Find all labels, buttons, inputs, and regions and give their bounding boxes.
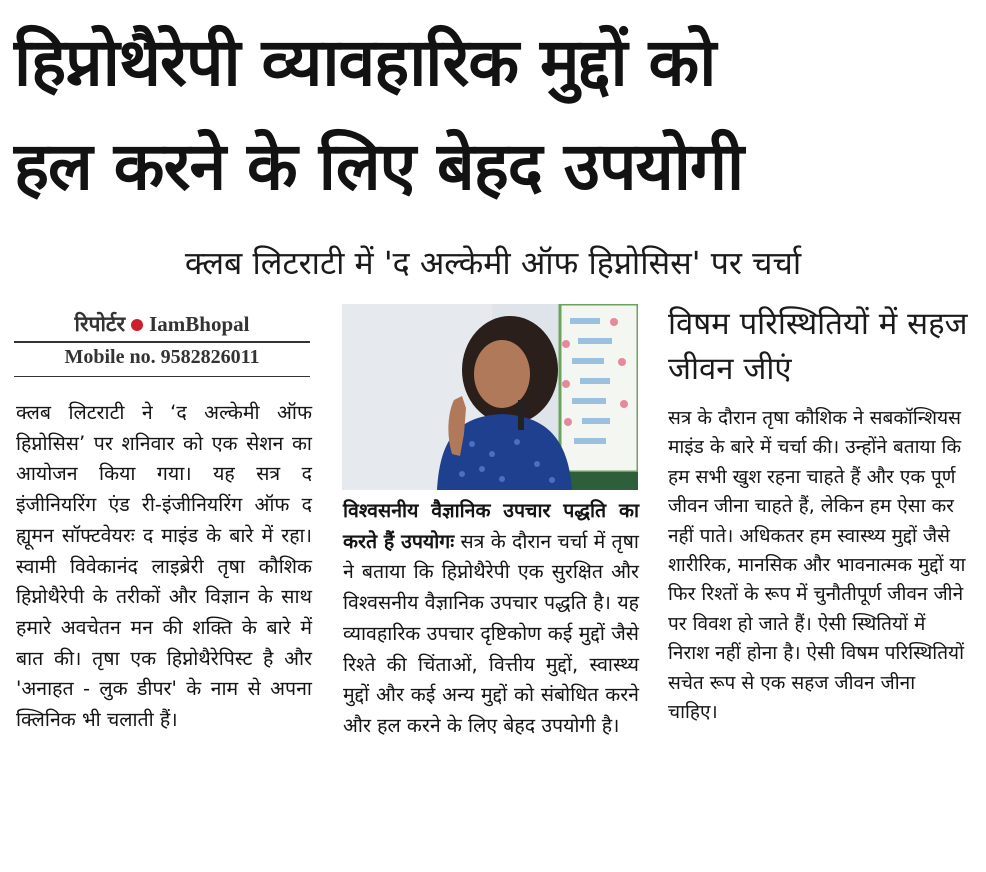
column-2-paragraph <box>343 496 639 742</box>
bullet-dot-icon <box>131 319 143 331</box>
headline-line-1: हिप्नोथैरेपी व्यावहारिक मुद्दों को <box>14 24 716 101</box>
byline-divider-bottom <box>14 376 310 377</box>
column-2-text: सत्र के दौरान चर्चा में तृषा ने बताया कि हिप्नोथैरेपी एक सुरक्षित और विश्वसनीय वैज्ञानिक उपचार पद्धति है। यह व्यावहारिक उपचार दृष्टिकोण कई मुद्दों जैसे रिश्ते की चिंताओं, वित्तीय मुद्दों, स्वास्थ्य मुद्दों और कई अन्य मुद्दों को संबोधित करने और हल करने के लिए बेहद उपयोगी है। <box>343 529 639 737</box>
subheadline: क्लब लिटराटी में 'द अल्केमी ऑफ हिप्नोसिस' पर चर्चा <box>184 244 802 282</box>
headline-line-2: हल करने के लिए बेहद उपयोगी <box>14 128 744 205</box>
mobile-label: Mobile no. <box>64 346 156 368</box>
article-column-2 <box>343 496 639 742</box>
mobile-number: 9582826011 <box>160 346 260 368</box>
column-3-subheading: विषम परिस्थितियों में सहज जीवन जीएं <box>668 306 968 387</box>
column-1-text: क्लब लिटराटी ने ‘द अल्केमी ऑफ हिप्नोसिस’ पर शनिवार को एक सेशन का आयोजन किया गया। यह सत्र द इंजीनियरिंग एंड री-इंजीनियरिंग ऑफ द ह्यूमन सॉफ्टवेयरः द माइंड के बारे में रहा। स्वामी विवेकानंद लाइब्रेरी तृषा कौशिक हिप्नोथैरेपी के तरीकों और विज्ञान के साथ हमारे अवचेतन मन की शक्ति के बारे में बात की। तृषा एक हिप्नोथैरेपिस्ट है और 'अनाहत - लुक डीपर' के नाम से अपना क्लिनिक भी चलाती हैं। <box>16 401 312 732</box>
column-2-lead: विश्वसनीय वैज्ञानिक उपचार पद्धति का करते हैं उपयोगः <box>343 499 639 553</box>
article-column-1 <box>16 398 312 736</box>
speaker-photo-illustration <box>342 304 638 490</box>
speaker-photo <box>342 304 638 490</box>
byline-divider <box>14 341 310 343</box>
publication-name: IamBhopal <box>149 312 250 336</box>
byline-reporter <box>14 310 310 338</box>
article-column-3 <box>668 404 968 727</box>
column-3-text: सत्र के दौरान तृषा कौशिक ने सबकॉन्शियस माइंड के बारे में चर्चा की। उन्होंने बताया कि हम सभी खुश रहना चाहते हैं और एक पूर्ण जीवन जीना चाहते हैं, लेकिन हम ऐसा कर नहीं पाते। अधिकतर हम स्वास्थ्य मुद्दों जैसे शारीरिक, मानसिक और भावनात्मक मुद्दों या फिर रिश्तों के रूप में चुनौतीपूर्ण जीवन जीने पर विवश हो जाते हैं। ऐसी स्थितियों में निराश नहीं होना है। ऐसी विषम परिस्थितियों सचेत रूप से एक सहज जीवन जीना चाहिए। <box>668 407 966 724</box>
reporter-label: रिपोर्टर <box>74 312 126 336</box>
byline-mobile <box>14 346 310 369</box>
